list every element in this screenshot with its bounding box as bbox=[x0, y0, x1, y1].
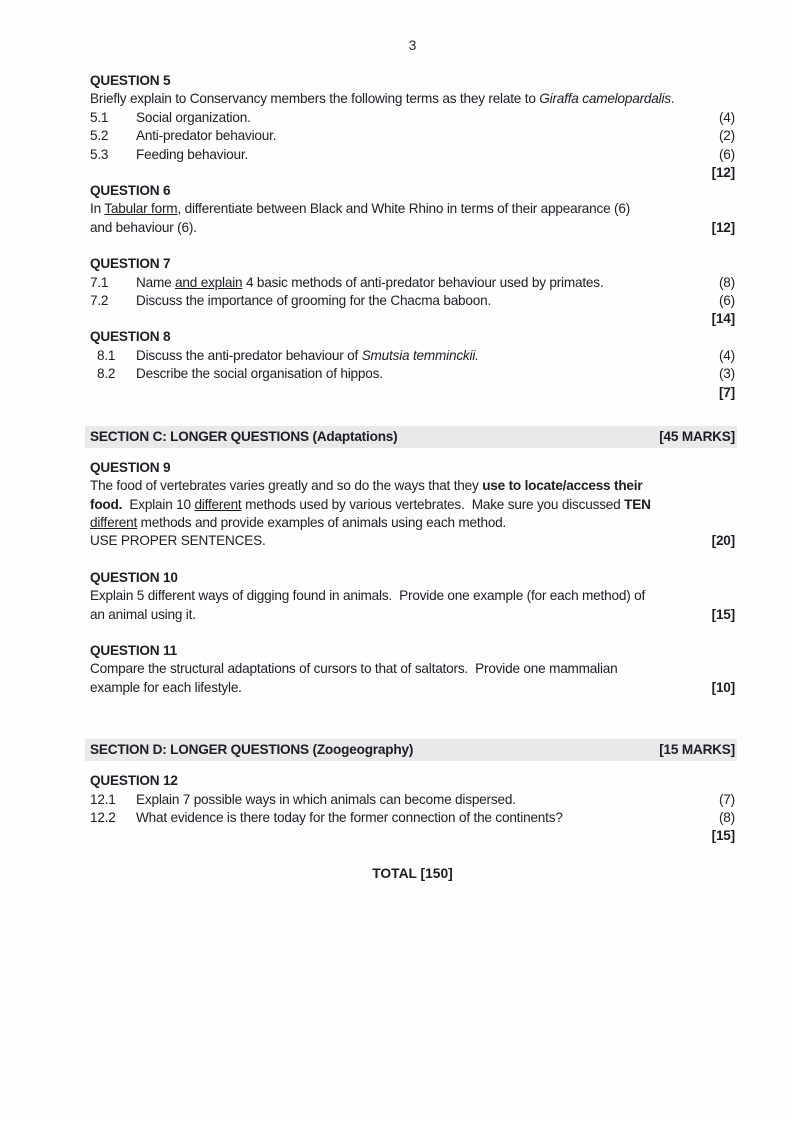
item-number: 8.2 bbox=[97, 366, 116, 382]
marks: [15] bbox=[711, 606, 735, 622]
question-line bbox=[90, 606, 735, 624]
text-segment-underline: and explain bbox=[175, 274, 243, 290]
item-number: 8.1 bbox=[97, 347, 116, 363]
footer-total: TOTAL [150] bbox=[372, 866, 453, 882]
question-line bbox=[90, 292, 735, 310]
item-number: 5.2 bbox=[90, 128, 109, 144]
question-line bbox=[90, 679, 735, 697]
question-heading: QUESTION 6 bbox=[90, 183, 171, 199]
line-text: Explain 7 possible ways in which animals can become dispersed. bbox=[136, 791, 516, 807]
marks: (2) bbox=[718, 128, 735, 144]
item-number: 5.1 bbox=[90, 109, 109, 125]
question-heading: QUESTION 8 bbox=[90, 329, 171, 345]
question-heading: QUESTION 12 bbox=[90, 773, 178, 789]
marks: [12] bbox=[711, 165, 735, 181]
marks: (7) bbox=[718, 791, 735, 807]
line-text: Anti-predator behaviour. bbox=[136, 128, 277, 144]
marks: [10] bbox=[711, 679, 735, 695]
question-line bbox=[90, 274, 735, 292]
text-segment-bold: use to locate/access their bbox=[482, 478, 643, 494]
question-block bbox=[90, 72, 735, 181]
text-segment-italic: Smutsia temminckii. bbox=[361, 347, 479, 363]
question-line bbox=[90, 587, 735, 605]
item-number: 5.3 bbox=[90, 146, 109, 162]
line-text: different methods and provide examples of animals using each method. bbox=[90, 514, 507, 530]
line-text: Discuss the importance of grooming for the Chacma baboon. bbox=[136, 293, 492, 309]
marks: (8) bbox=[718, 809, 735, 825]
line-text: USE PROPER SENTENCES. bbox=[90, 533, 266, 549]
question-block bbox=[90, 182, 735, 237]
question-heading: QUESTION 10 bbox=[90, 569, 178, 585]
marks: (4) bbox=[718, 347, 735, 363]
line-text: example for each lifestyle. bbox=[90, 679, 242, 695]
item-number: 12.2 bbox=[90, 809, 116, 825]
line-text: Describe the social organisation of hippos. bbox=[136, 366, 383, 382]
section-header bbox=[85, 739, 737, 761]
line-text: an animal using it. bbox=[90, 606, 196, 622]
item-number: 7.1 bbox=[90, 274, 109, 290]
question-line bbox=[90, 496, 735, 514]
line-text: Social organization. bbox=[136, 109, 251, 125]
line-text: In Tabular form, differentiate between Black and White Rhino in terms of their appearance (6) bbox=[90, 201, 631, 217]
line-text: Briefly explain to Conservancy members the following terms as they relate to Giraffa camelopardalis. bbox=[90, 91, 675, 107]
exam-content bbox=[90, 72, 735, 844]
question-line bbox=[90, 532, 735, 550]
line-text: The food of vertebrates varies greatly and so do the ways that they use to locate/access their bbox=[90, 478, 643, 494]
item-number: 12.1 bbox=[90, 791, 116, 807]
question-heading: QUESTION 11 bbox=[90, 642, 177, 658]
section-header bbox=[85, 426, 737, 448]
line-text: Discuss the anti-predator behaviour of Smutsia temminckii. bbox=[136, 347, 479, 363]
question-block bbox=[90, 772, 735, 844]
question-block bbox=[90, 255, 735, 327]
page-number: 3 bbox=[408, 38, 417, 53]
question-block bbox=[90, 642, 735, 697]
text-segment-underline: different bbox=[194, 496, 242, 512]
marks: [14] bbox=[711, 311, 735, 327]
question-line bbox=[90, 514, 735, 532]
question-line bbox=[90, 347, 735, 365]
line-text: What evidence is there today for the former connection of the continents? bbox=[136, 809, 563, 825]
section-title: SECTION D: LONGER QUESTIONS (Zoogeography) bbox=[90, 742, 414, 758]
question-line bbox=[90, 365, 735, 383]
text-segment-bold: TEN bbox=[624, 496, 651, 512]
question-line bbox=[90, 200, 735, 218]
line-text: and behaviour (6). bbox=[90, 219, 197, 235]
question-line bbox=[90, 109, 735, 127]
marks: (6) bbox=[718, 146, 735, 162]
question-heading: QUESTION 9 bbox=[90, 459, 171, 475]
question-block bbox=[90, 328, 735, 400]
line-text: Compare the structural adaptations of cursors to that of saltators. Provide one mammalian bbox=[90, 661, 618, 677]
text-segment-underline: different bbox=[90, 514, 138, 530]
question-line bbox=[90, 791, 735, 809]
question-line bbox=[90, 809, 735, 827]
question-heading: QUESTION 7 bbox=[90, 256, 171, 272]
question-block bbox=[90, 569, 735, 624]
question-line bbox=[90, 90, 735, 108]
line-text: Name and explain 4 basic methods of anti-predator behaviour used by primates. bbox=[136, 274, 604, 290]
marks: (6) bbox=[718, 293, 735, 309]
marks: [12] bbox=[711, 219, 735, 235]
text-segment-underline: Tabular form bbox=[104, 201, 178, 217]
marks: (3) bbox=[718, 366, 735, 382]
marks: (4) bbox=[718, 109, 735, 125]
question-block bbox=[90, 459, 735, 551]
line-text: food. Explain 10 different methods used by various vertebrates. Make sure you discussed TEN bbox=[90, 496, 651, 512]
text-segment-italic: Giraffa camelopardalis bbox=[539, 91, 671, 107]
section-marks: [15 MARKS] bbox=[659, 742, 735, 758]
question-line bbox=[90, 146, 735, 164]
marks: [20] bbox=[711, 533, 735, 549]
question-heading: QUESTION 5 bbox=[90, 73, 171, 88]
marks: (8) bbox=[718, 274, 735, 290]
question-line bbox=[90, 127, 735, 145]
line-text: Explain 5 different ways of digging found in animals. Provide one example (for each method) of bbox=[90, 588, 646, 604]
marks: [15] bbox=[711, 828, 735, 844]
marks: [7] bbox=[718, 384, 735, 400]
question-line bbox=[90, 477, 735, 495]
question-line bbox=[90, 219, 735, 237]
item-number: 7.2 bbox=[90, 293, 109, 309]
line-text: Feeding behaviour. bbox=[136, 146, 249, 162]
section-marks: [45 MARKS] bbox=[659, 428, 735, 444]
section-title: SECTION C: LONGER QUESTIONS (Adaptations) bbox=[90, 428, 398, 444]
question-line bbox=[90, 660, 735, 678]
text-segment-bold: food. bbox=[90, 496, 123, 512]
